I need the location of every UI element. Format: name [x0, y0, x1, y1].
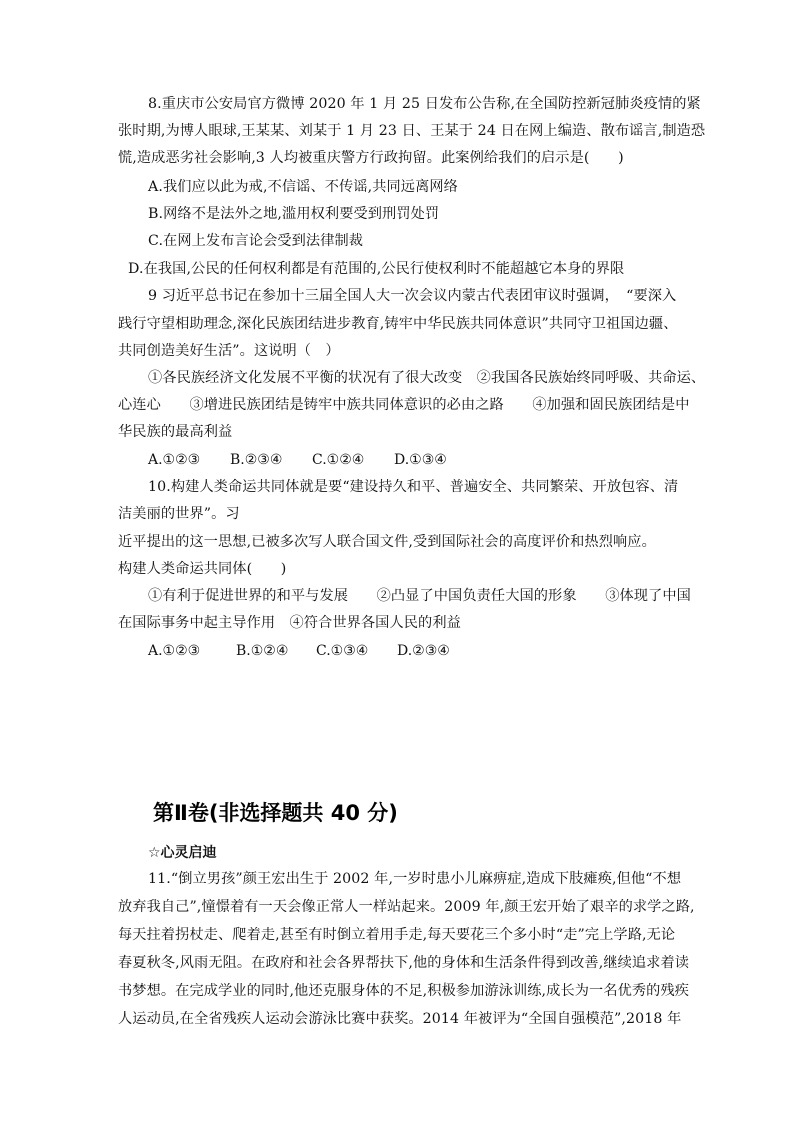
q10-stem-line-2: 洁美丽的世界”。习: [118, 506, 240, 522]
q11-material-line-6: 人运动员,在全省残疾人运动会游泳比赛中获奖。2014 年被评为“全国自强模范”,2018 年: [118, 1011, 682, 1027]
q9-choice-b: B.②③④: [230, 452, 283, 468]
q8-stem-line-2: 张时期,为博人眼球,王某某、刘某于 1 月 23 日、王某于 24 日在网上编造、散布谣言,制造恐: [118, 123, 706, 139]
q10-stem-line-3: 近平提出的这一思想,已被多次写人联合国文件,受到国际社会的高度评价和热烈响应。: [118, 534, 656, 550]
q8-option-c: C.在网上发布言论会受到法律制裁: [148, 233, 364, 249]
part-two-title: 第Ⅱ卷(非选择题共 40 分): [153, 801, 398, 825]
q11-material-line-5: 书梦想。在完成学业的同时,他还克服身体的不足,积极参加游泳训练,成长为一名优秀的残疾: [118, 983, 690, 999]
q10-choice-d: D.②③④: [397, 643, 450, 659]
q10-choice-b: B.①②④: [236, 643, 289, 659]
q9-statement-line-2: 心连心 ③增进民族团结是铸牢中族共同体意识的必由之路 ④加强和固民族团结是中: [118, 397, 690, 413]
section-heading-xinling-qidi: ☆心灵启迪: [148, 845, 217, 861]
q10-statement-line-1: ①有利于促进世界的和平与发展 ②凸显了中国负责任大国的形象 ③体现了中国: [148, 588, 691, 604]
q10-choice-a: A.①②③: [148, 643, 201, 659]
q11-material-line-3: 每天拄着拐杖走、爬着走,甚至有时倒立着用手走,每天要花三个多小时“走”完上学路,无论: [118, 927, 676, 943]
q8-option-a: A.我们应以此为戒,不信谣、不传谣,共同远离网络: [148, 179, 458, 195]
q9-stem-line-1: 9 习近平总书记在参加十三届全国人大一次会议内蒙古代表团审议时强调， “要深入: [148, 288, 677, 304]
q11-material-line-4: 春夏秋冬,风雨无阻。在政府和社会各界帮扶下,他的身体和生活条件得到改善,继续追求着读: [118, 955, 690, 971]
q11-material-line-1: 11.“倒立男孩”颜王宏出生于 2002 年,一岁时患小儿麻痹症,造成下肢瘫痪,但他“不想: [148, 871, 682, 887]
q9-choice-c: C.①②④: [312, 452, 365, 468]
q8-stem-line-3: 慌,造成恶劣社会影响,3 人均被重庆警方行政拘留。此案例给我们的启示是( ): [118, 150, 624, 166]
q10-stem-line-1: 10.构建人类命运共同体就是要“建设持久和平、普遍安全、共同繁荣、开放包容、清: [148, 479, 679, 495]
q9-choice-d: D.①③④: [394, 452, 447, 468]
q8-option-b: B.网络不是法外之地,滥用权利要受到刑罚处罚: [148, 206, 440, 222]
q10-stem-line-4: 构建人类命运共同体( ): [118, 561, 287, 577]
q10-choices: [148, 641, 450, 661]
q9-stem-line-3: 共同创造美好生活”。这说明（ ）: [118, 343, 340, 359]
q8-stem-line-1: 8.重庆市公安局官方微博 2020 年 1 月 25 日发布公告称,在全国防控新冠肺炎疫情的紧: [148, 96, 701, 112]
q11-material-line-2: 放弃我自己”,憧憬着有一天会像正常人一样站起来。2009 年,颜王宏开始了艰辛的求学之路,: [118, 899, 695, 915]
q9-statement-line-3: 华民族的最高利益: [118, 424, 233, 440]
q9-statement-line-1: ①各民族经济文化发展不平衡的状况有了很大改变 ②我国各民族始终同呼吸、共命运、: [148, 370, 706, 386]
q10-statement-line-2: 在国际事务中起主导作用 ④符合世界各国人民的利益: [118, 615, 461, 631]
q9-choice-a: A.①②③: [148, 452, 201, 468]
q8-option-d: D.在我国,公民的任何权利都是有范围的,公民行使权利时不能超越它本身的界限: [128, 261, 625, 277]
q9-stem-line-2: 践行守望相助理念,深化民族团结进步教育,铸牢中华民族共同体意识”共同守卫祖国边疆、: [118, 316, 678, 332]
q10-choice-c: C.①③④: [316, 643, 369, 659]
q9-choices: [148, 450, 447, 470]
